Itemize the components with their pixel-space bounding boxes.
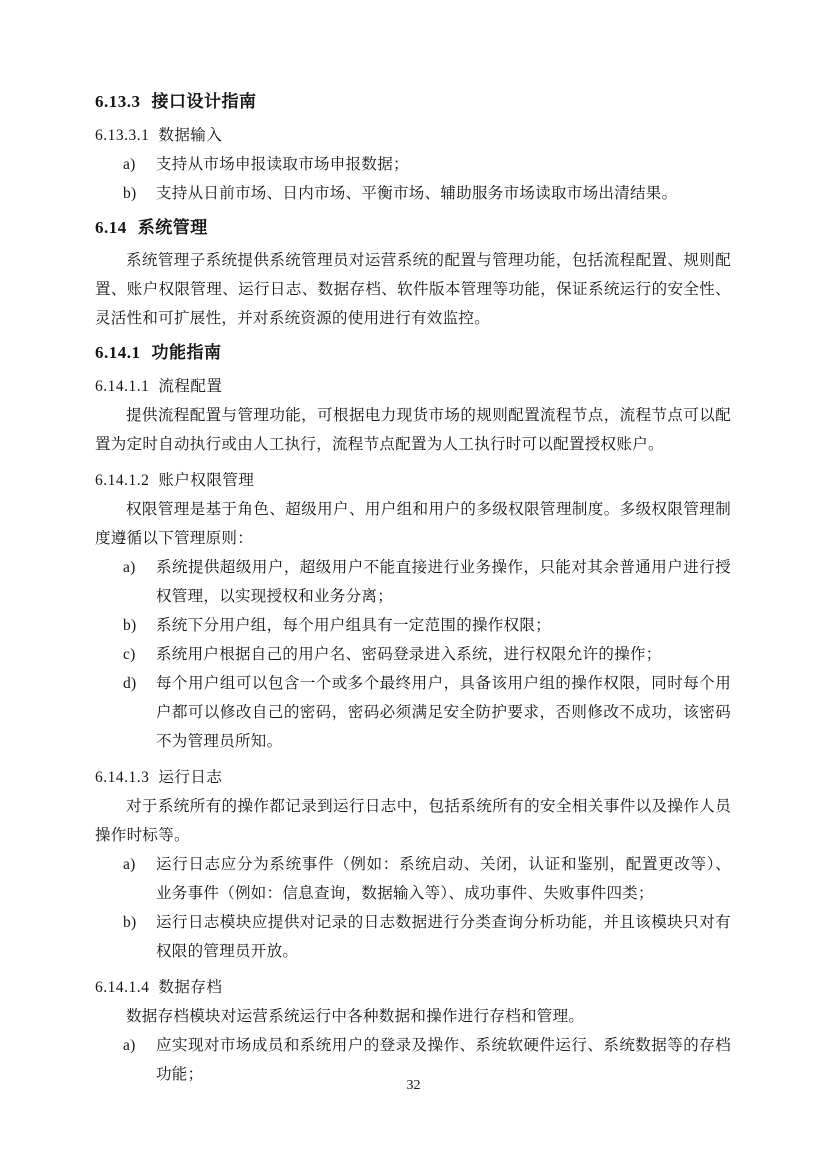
heading-number: 6.14.1.1 <box>95 378 150 395</box>
heading-title: 流程配置 <box>158 378 223 395</box>
list-text: 支持从日前市场、日内市场、平衡市场、辅助服务市场读取市场出清结果。 <box>156 185 678 202</box>
list-text: 运行日志模块应提供对记录的日志数据进行分类查询分析功能，并且该模块只对有权限的管理员开放。 <box>156 914 731 960</box>
subsection-heading <box>95 375 731 399</box>
list-item <box>95 669 731 756</box>
list-marker: a) <box>123 559 136 576</box>
list-marker: b) <box>123 617 137 634</box>
heading-number: 6.14 <box>95 218 127 237</box>
section-heading <box>95 90 731 114</box>
subsection-heading <box>95 976 731 1000</box>
list-item <box>95 150 731 179</box>
list-marker: a) <box>123 156 136 173</box>
list-text: 系统下分用户组，每个用户组具有一定范围的操作权限； <box>156 617 552 634</box>
section-heading <box>95 341 731 365</box>
section-heading <box>95 216 731 240</box>
list-item <box>95 553 731 611</box>
list-item <box>95 908 731 966</box>
list-marker: d) <box>123 675 137 692</box>
heading-number: 6.14.1 <box>95 343 141 362</box>
ordered-list <box>95 850 731 966</box>
heading-number: 6.14.1.4 <box>95 979 150 996</box>
heading-title: 系统管理 <box>137 218 208 237</box>
list-item <box>95 611 731 640</box>
list-marker: a) <box>123 1037 136 1054</box>
list-marker: a) <box>123 856 136 873</box>
page-number: 32 <box>406 1078 421 1093</box>
list-text: 系统提供超级用户，超级用户不能直接进行业务操作，只能对其余普通用户进行授权管理，以实现授权和业务分离； <box>156 559 731 605</box>
heading-number: 6.13.3 <box>95 92 141 111</box>
heading-title: 账户权限管理 <box>158 472 255 489</box>
paragraph: 权限管理是基于角色、超级用户、用户组和用户的多级权限管理制度。多级权限管理制度遵循以下管理原则： <box>95 501 731 547</box>
paragraph: 系统管理子系统提供系统管理员对运营系统的配置与管理功能，包括流程配置、规则配置、账户权限管理、运行日志、数据存档、软件版本管理等功能，保证系统运行的安全性、灵活性和可扩展性，并对系统资源的使用进行有效监控。 <box>95 252 731 327</box>
heading-number: 6.14.1.2 <box>95 472 150 489</box>
paragraph: 提供流程配置与管理功能，可根据电力现货市场的规则配置流程节点，流程节点可以配置为定时自动执行或由人工执行，流程节点配置为人工执行时可以配置授权账户。 <box>95 407 731 453</box>
heading-title: 运行日志 <box>158 769 223 786</box>
paragraph: 数据存档模块对运营系统运行中各种数据和操作进行存档和管理。 <box>126 1008 585 1025</box>
list-item <box>95 850 731 908</box>
ordered-list <box>95 553 731 756</box>
list-marker: b) <box>123 914 137 931</box>
heading-title: 数据输入 <box>158 127 223 144</box>
list-item <box>95 179 731 208</box>
list-marker: b) <box>123 185 137 202</box>
list-text: 支持从市场申报读取市场申报数据； <box>156 156 409 173</box>
ordered-list <box>95 150 731 208</box>
heading-number: 6.14.1.3 <box>95 769 150 786</box>
list-text: 每个用户组可以包含一个或多个最终用户，具备该用户组的操作权限，同时每个用户都可以修改自己的密码，密码必须满足安全防护要求，否则修改不成功，该密码不为管理员所知。 <box>156 675 731 750</box>
subsection-heading <box>95 469 731 493</box>
heading-title: 接口设计指南 <box>151 92 257 111</box>
document-body <box>95 82 731 1089</box>
list-item <box>95 640 731 669</box>
heading-title: 功能指南 <box>151 343 222 362</box>
list-text: 系统用户根据自己的用户名、密码登录进入系统，进行权限允许的操作； <box>156 646 662 663</box>
heading-title: 数据存档 <box>158 979 223 996</box>
list-text: 应实现对市场成员和系统用户的登录及操作、系统软硬件运行、系统数据等的存档功能； <box>156 1037 731 1083</box>
heading-number: 6.13.3.1 <box>95 127 150 144</box>
paragraph: 对于系统所有的操作都记录到运行日志中，包括系统所有的安全相关事件以及操作人员操作时标等。 <box>95 798 731 844</box>
list-marker: c) <box>123 646 136 663</box>
subsection-heading <box>95 124 731 148</box>
list-text: 运行日志应分为系统事件（例如：系统启动、关闭，认证和鉴别，配置更改等）、业务事件（例如：信息查询，数据输入等）、成功事件、失败事件四类； <box>156 856 731 902</box>
subsection-heading <box>95 766 731 790</box>
